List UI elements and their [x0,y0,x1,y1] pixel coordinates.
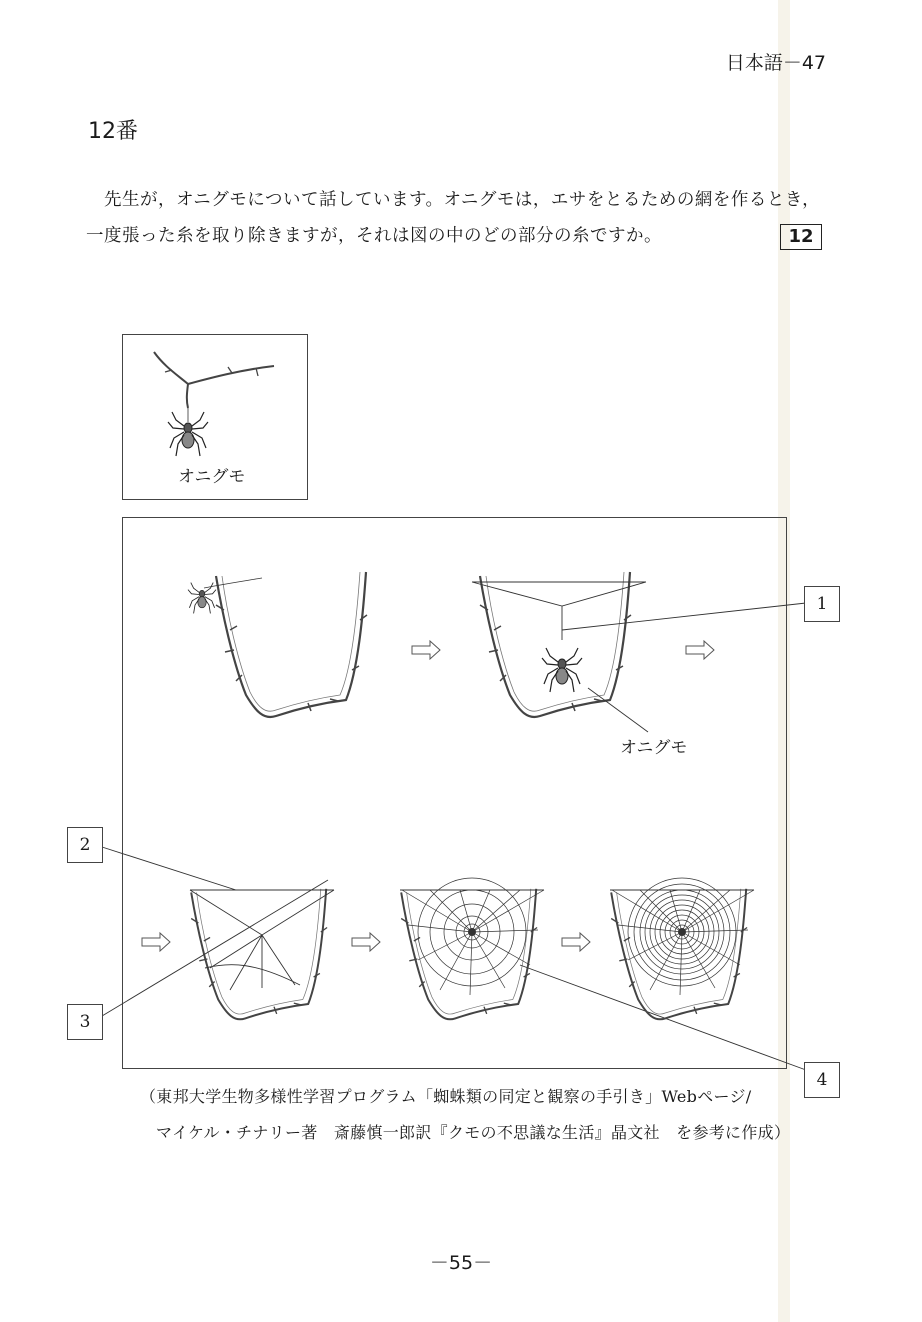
spider-label-main: オニグモ [620,738,688,758]
choice-box-1: 1 [804,586,840,622]
question-line-1: 先生が，オニグモについて話しています。オニグモは，エサをとるための網を作るとき， [104,190,821,210]
caption-line-2: マイケル・チナリー著 斎藤慎一郎訳『クモの不思議な生活』晶文社 を参考に作成） [156,1123,791,1142]
page-number: －55－ [429,1252,493,1274]
choice-box-2: 2 [67,827,103,863]
answer-box[interactable]: 12 [780,224,822,250]
question-line-2: 一度張った糸を取り除きますが，それは図の中のどの部分の糸ですか。 [86,226,662,246]
section-header: 日本語－47 [725,52,826,74]
spider-label-top: オニグモ [178,467,246,487]
choice-box-4: 4 [804,1062,840,1098]
caption-line-1: （東邦大学生物多様性学習プログラム「蜘蛛類の同定と観察の手引き」Webページ/ [140,1087,752,1106]
choice-box-3: 3 [67,1004,103,1040]
question-number: 12番 [88,119,138,144]
